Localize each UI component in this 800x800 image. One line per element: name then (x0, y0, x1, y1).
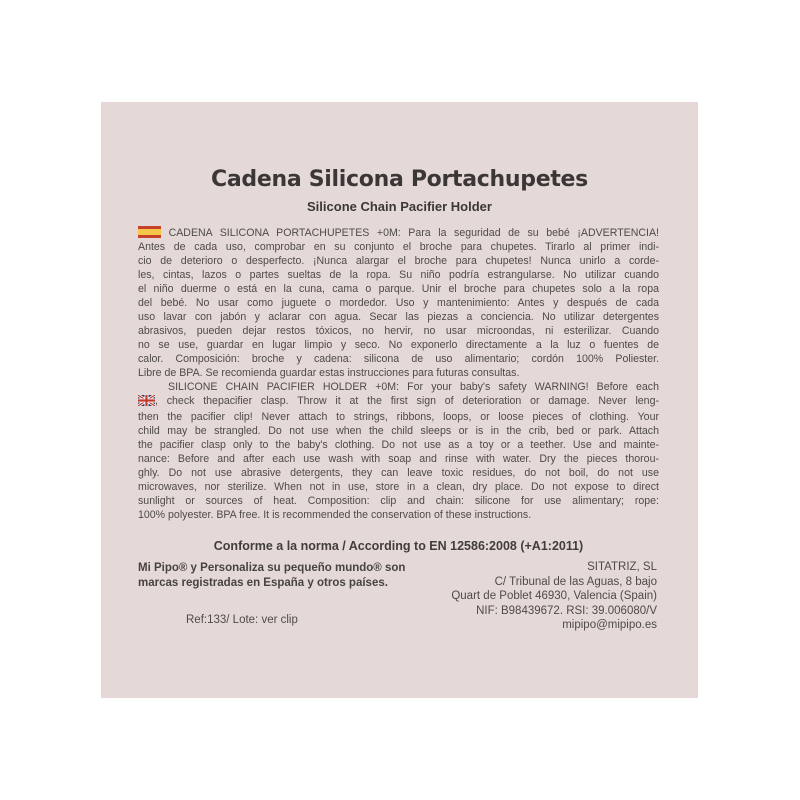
product-title: Cadena Silicona Portachupetes (211, 167, 588, 192)
warning-text-block (138, 226, 659, 522)
text-line: then the pacifier clip! Never attach to strings, ribbons, loops, or loose pieces of clothing. Your (138, 411, 659, 423)
paragraph-line: SILICONE CHAIN PACIFIER HOLDER +0M: For your baby's safety WARNING! Before each (168, 381, 659, 393)
company-address (327, 560, 657, 633)
text-line: Quart de Poblet 46930, Valencia (Spain) (451, 590, 657, 603)
text-line: Antes de cada uso, comprobar en su conjunto el broche para chupetes. Tirarlo al primer indi- (138, 241, 659, 253)
text-line: nance: Before and after each use wash with soap and rinse with water. Dry the pieces thorou- (138, 453, 659, 465)
text-line: Libre de BPA. Se recomienda guardar estas instrucciones para futuras consultas. (138, 367, 520, 379)
warning-en-flag-line: , check thepacifier clasp. Throw it at the first sign of deterioration or damage. Never leng- (155, 395, 659, 407)
standard-compliance-line: Conforme a la norma / According to EN 12586:2008 (+A1:2011) (213, 539, 584, 553)
paragraph-line (138, 394, 659, 410)
paragraph-line (138, 226, 659, 240)
label-panel (101, 102, 698, 698)
spain-flag-icon (138, 226, 161, 238)
text-line: el niño duerme o está en la cuna, cama o parque. Unir el broche para chupetes solo a la ropa (138, 283, 659, 295)
warning-en-lines (138, 410, 659, 522)
text-line: C/ Tribunal de las Aguas, 8 bajo (494, 575, 657, 588)
text-line: child may be strangled. Do not use when the child sleeps or is in the crib, bed or park. Attach (138, 425, 659, 437)
warning-paragraph-en (138, 380, 659, 522)
text-line: del bebé. No usar como juguete o mordedor. Uso y mantenimiento: Antes y después de cada (138, 297, 659, 309)
text-line: the pacifier clasp only to the baby's clothing. Do not use as a toy or a teether. Use and mainte- (138, 439, 659, 451)
text-line: microwaves, nor sterilize. When not in use, store in a clean, dry place. Do not expose to direct (138, 481, 659, 493)
text-line: mipipo@mipipo.es (562, 619, 657, 632)
text-line: calor. Composición: broche y cadena: silicona de uso alimentario; cordón 100% Poliester. (138, 353, 659, 365)
ref-lot-line: Ref:133/ Lote: ver clip (186, 614, 298, 626)
warning-paragraph-es (138, 226, 659, 380)
text-line: no se use, guardar en lugar limpio y seco. No exponerlo directamente a la luz o fuentes de (138, 339, 659, 351)
product-subtitle: Silicone Chain Pacifier Holder (307, 199, 492, 214)
text-line: NIF: B98439672. RSI: 39.006080/V (476, 604, 657, 617)
text-line: cio de deterioro o desperfecto. ¡Nunca alargar el broche para chupetes! Nunca unirlo a corde- (138, 255, 659, 267)
text-line: les, cintas, lazos o partes sueltas de la ropa. Su niño podría estrangularse. No utilizar cuando (138, 269, 659, 281)
uk-flag-icon (138, 395, 155, 410)
text-line: Mi Pipo® y Personaliza su pequeño mundo® son (138, 562, 406, 574)
text-line: uso lavar con jabón y aclarar con agua. Secar las piezas a conciencia. No utilizar detergentes (138, 311, 659, 323)
warning-es-lines (138, 240, 659, 380)
text-line: ghly. Do not use abrasive detergents, they can leave toxic residues, do not boil, do not use (138, 467, 659, 479)
text-line: marcas registradas en España y otros países. (138, 577, 388, 589)
text-line: SITATRIZ, SL (587, 561, 657, 573)
warning-es-first-line: CADENA SILICONA PORTACHUPETES +0M: Para la seguridad de su bebé ¡ADVERTENCIA! (168, 227, 659, 239)
text-line: 100% polyester. BPA free. It is recommended the conservation of these instructions. (138, 509, 532, 521)
text-line: sunlight or sources of heat. Composition: clip and chain: silicone for use alimentary; rope: (138, 495, 659, 507)
text-line: abrasivos, pueden dejar restos tóxicos, no hervir, no usar microondas, ni esterilizar. Cuando (138, 325, 659, 337)
